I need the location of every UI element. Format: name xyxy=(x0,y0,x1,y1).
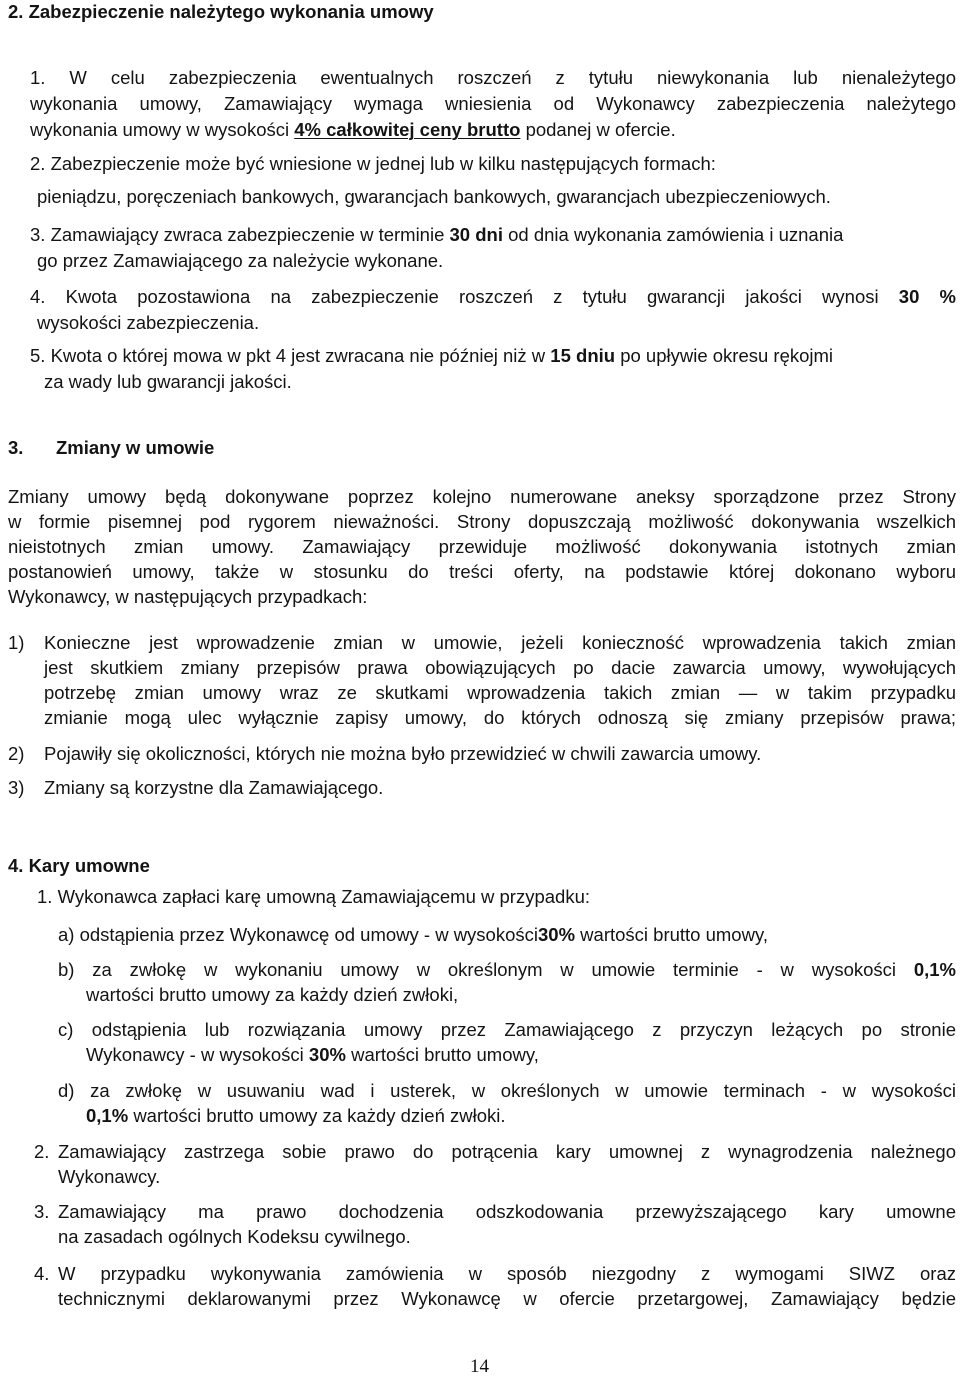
s4-item-c-line1: c) odstąpienia lub rozwiązania umowy przez Zamawiającego z przyczyn leżących po stronie xyxy=(58,1019,956,1040)
s4-item-c-line2 xyxy=(86,1043,539,1067)
section-2-title: 2. Zabezpieczenie należytego wykonania umowy xyxy=(8,1,434,22)
s4-item-c-end: wartości brutto umowy, xyxy=(351,1044,539,1065)
page-number: 14 xyxy=(470,1356,489,1377)
s2-p1-line3 xyxy=(30,118,676,142)
s2-p4-line1-start: 4. Kwota pozostawiona na zabezpieczenie roszczeń z tytułu gwarancji jakości wynosi xyxy=(30,286,879,307)
s2-p1-amount: 4% całkowitej ceny brutto xyxy=(294,119,521,140)
s4-item-d-percent: 0,1% xyxy=(86,1105,129,1126)
s4-item3-line2: na zasadach ogólnych Kodeksu cywilnego. xyxy=(58,1226,411,1247)
s3-intro-line4: postanowień umowy, także w stosunku do treści oferty, na podstawie której dokonano wyboru xyxy=(8,561,956,582)
s2-p1-line3-start: wykonania umowy w wysokości xyxy=(30,119,290,140)
s2-p4-line1 xyxy=(30,285,956,309)
s3-item2-text: Pojawiły się okoliczności, których nie można było przewidzieć w chwili zawarcia umowy. xyxy=(44,743,762,764)
s3-item3-number: 3) xyxy=(8,777,25,798)
s3-item3-text: Zmiany są korzystne dla Zamawiającego. xyxy=(44,777,384,798)
s4-item3-line1: Zamawiający ma prawo dochodzenia odszkodowania przewyższającego kary umowne xyxy=(58,1201,956,1222)
s4-item-a-end: wartości brutto umowy, xyxy=(580,924,768,945)
s4-item-c-start: Wykonawcy - w wysokości xyxy=(86,1044,304,1065)
s4-item2-number: 2. xyxy=(34,1141,50,1162)
s3-intro-line1: Zmiany umowy będą dokonywane poprzez kolejno numerowane aneksy sporządzone przez Strony xyxy=(8,486,956,507)
s3-intro-line3: nieistotnych zmian umowy. Zamawiający przewiduje możliwość dokonywania istotnych zmian xyxy=(8,536,956,557)
s4-item-a xyxy=(58,923,768,947)
s3-item1-line2: jest skutkiem zmiany przepisów prawa obowiązujących po dacie zawarcia umowy, wywołujących xyxy=(44,657,956,678)
s2-p3-line2: go przez Zamawiającego za należycie wykonane. xyxy=(37,250,444,271)
s4-item-b-line1 xyxy=(58,958,956,982)
s4-item4-line1: W przypadku wykonywania zamówienia w sposób niezgodny z wymogami SIWZ oraz xyxy=(58,1263,956,1284)
s2-p3-line1-end: od dnia wykonania zamówienia i uznania xyxy=(508,224,844,245)
s3-item1-line4: zmianie mogą ulec wyłącznie zapisy umowy, do których odnoszą się zmiany przepisów prawa; xyxy=(44,707,956,728)
s4-item-b-line2: wartości brutto umowy za każdy dzień zwłoki, xyxy=(86,984,459,1005)
s4-item-b-start: b) za zwłokę w wykonaniu umowy w określonym w umowie terminie - w wysokości xyxy=(58,959,897,980)
s2-p4-line2: wysokości zabezpieczenia. xyxy=(37,312,260,333)
s4-item-d-line2 xyxy=(86,1104,506,1128)
s2-p4-percent: 30 % xyxy=(898,286,957,307)
s4-item-c-percent: 30% xyxy=(308,1044,346,1065)
s3-item2-number: 2) xyxy=(8,743,25,764)
s4-item4-number: 4. xyxy=(34,1263,50,1284)
s2-p3-days: 30 dni xyxy=(449,224,503,245)
s4-item-d-line1: d) za zwłokę w usuwaniu wad i usterek, w określonych w umowie terminach - w wysokości xyxy=(58,1080,956,1101)
s4-item3-number: 3. xyxy=(34,1201,50,1222)
s2-p3-line1-start: 3. Zamawiający zwraca zabezpieczenie w terminie xyxy=(30,224,445,245)
s3-intro-line2: w formie pisemnej pod rygorem nieważności. Strony dopuszczają możliwość dokonywania wszelkich xyxy=(8,511,956,532)
s4-item-b-percent: 0,1% xyxy=(913,959,957,980)
s2-p2-line1: 2. Zabezpieczenie może być wniesione w jednej lub w kilku następujących formach: xyxy=(30,153,716,174)
s3-item1-line3: potrzebę zmian umowy wraz ze skutkami wprowadzenia takich zmian — w takim przypadku xyxy=(44,682,956,703)
s2-p5-days: 15 dniu xyxy=(550,345,616,366)
s2-p5-line1-end: po upływie okresu rękojmi xyxy=(620,345,834,366)
s3-item1-line1: Konieczne jest wprowadzenie zmian w umowie, jeżeli konieczność wprowadzenia takich zmian xyxy=(44,632,956,653)
section-4-title: 4. Kary umowne xyxy=(8,855,150,876)
s2-p2-line2: pieniądzu, poręczeniach bankowych, gwarancjach bankowych, gwarancjach ubezpieczeniowych. xyxy=(37,186,831,207)
s2-p1-line1: 1. W celu zabezpieczenia ewentualnych roszczeń z tytułu niewykonania lub nienależytego xyxy=(30,67,956,88)
s3-item1-number: 1) xyxy=(8,632,25,653)
s4-item-a-start: a) odstąpienia przez Wykonawcę od umowy - w wysokości xyxy=(58,924,538,945)
s2-p5-line1 xyxy=(30,344,833,368)
s4-item1: 1. Wykonawca zapłaci karę umowną Zamawiającemu w przypadku: xyxy=(37,886,591,907)
s4-item-d-end: wartości brutto umowy za każdy dzień zwłoki. xyxy=(133,1105,506,1126)
s2-p1-line2: wykonania umowy, Zamawiający wymaga wniesienia od Wykonawcy zabezpieczenia należytego xyxy=(30,93,956,114)
section-3-title: Zmiany w umowie xyxy=(56,437,215,458)
s2-p5-line2: za wady lub gwarancji jakości. xyxy=(44,371,292,392)
section-3-number: 3. xyxy=(8,437,24,458)
s3-intro-line5: Wykonawcy, w następujących przypadkach: xyxy=(8,586,368,607)
s2-p3-line1 xyxy=(30,223,843,247)
s4-item2-line1: Zamawiający zastrzega sobie prawo do potrącenia kary umownej z wynagrodzenia należnego xyxy=(58,1141,956,1162)
s4-item2-line2: Wykonawcy. xyxy=(58,1166,161,1187)
s2-p1-line3-end: podanej w ofercie. xyxy=(525,119,676,140)
s4-item-a-percent: 30% xyxy=(538,924,576,945)
s4-item4-line2: technicznymi deklarowanymi przez Wykonawcę w ofercie przetargowej, Zamawiający będzie xyxy=(58,1288,956,1309)
s2-p5-line1-start: 5. Kwota o której mowa w pkt 4 jest zwracana nie później niż w xyxy=(30,345,546,366)
